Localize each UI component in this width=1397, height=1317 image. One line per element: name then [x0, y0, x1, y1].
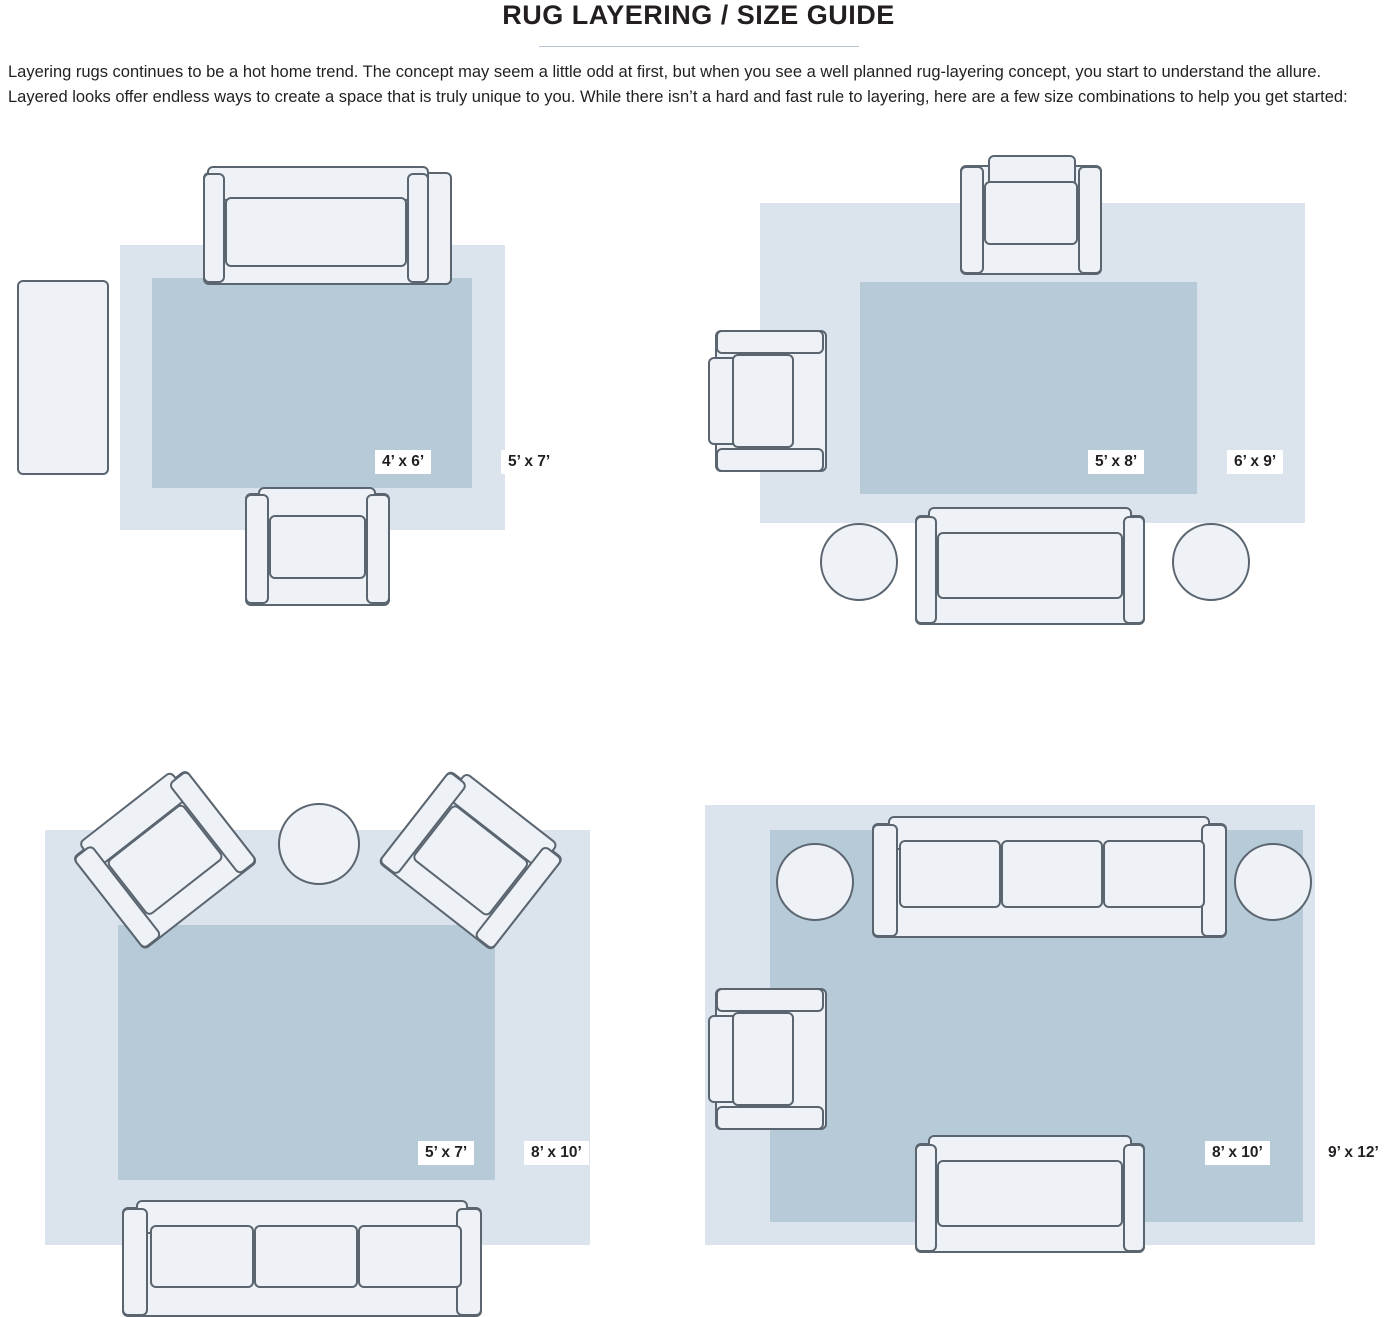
sofa-arm-right	[1123, 516, 1145, 624]
label-inner-8x10: 8’ x 10’	[1205, 1141, 1270, 1165]
armchair-left-arm-bottom	[716, 448, 824, 472]
armchair-top-arm-right	[1078, 166, 1102, 274]
label-outer-9x12: 9’ x 12’	[1321, 1141, 1386, 1165]
sofa-bottom-arm-left	[915, 1144, 937, 1252]
round-side-table-left	[776, 843, 854, 921]
rug-inner-5x8	[860, 282, 1197, 494]
armchair-left-arm-top	[716, 330, 824, 354]
armchair-left-seat	[732, 1012, 794, 1106]
sofa-arm-left	[915, 516, 937, 624]
sofa-top-cushion-2	[1001, 840, 1103, 908]
sofa-cushion-2	[254, 1225, 358, 1288]
sofa-top-arm-left	[872, 824, 898, 937]
sofa-bottom-seat	[937, 1160, 1123, 1227]
diagram-bottom-left	[0, 635, 660, 1183]
sofa-seat	[225, 197, 407, 267]
label-inner-5x7: 5’ x 7’	[418, 1141, 474, 1165]
page-title: RUG LAYERING / SIZE GUIDE	[502, 0, 895, 30]
label-outer-8x10: 8’ x 10’	[524, 1141, 589, 1165]
sofa-arm-right	[407, 173, 429, 283]
label-inner-5x8: 5’ x 8’	[1088, 450, 1144, 474]
label-outer-5x7: 5’ x 7’	[501, 450, 557, 474]
round-table	[278, 803, 360, 885]
armchair-arm-right	[366, 494, 390, 604]
title-divider	[539, 46, 859, 47]
round-side-table-right	[1234, 843, 1312, 921]
diagram-canvas	[0, 135, 1397, 1183]
sofa-top-cushion-3	[1103, 840, 1205, 908]
sofa-arm-left	[122, 1208, 148, 1316]
armchair-left-seat	[732, 354, 794, 448]
sofa-seat	[937, 532, 1123, 599]
armchair-left-arm-top	[716, 988, 824, 1012]
sofa-bottom-arm-right	[1123, 1144, 1145, 1252]
diagram-top-right	[700, 135, 1397, 645]
label-outer-6x9: 6’ x 9’	[1227, 450, 1283, 474]
round-side-table-left	[820, 523, 898, 601]
armchair-left-arm-bottom	[716, 1106, 824, 1130]
sofa-back	[207, 166, 429, 201]
intro-paragraph: Layering rugs continues to be a hot home trend. The concept may seem a little odd at first, but when you see a well planned rug-layering concept, you start to understand the allure. Layered looks offer endless ways to create a space that is truly unique to you. While there isn’t a hard and fast rule to layering, here are a few size combinations to help you get started:	[8, 63, 1348, 106]
diagram-top-left	[0, 135, 640, 625]
label-inner-4x6: 4’ x 6’	[375, 450, 431, 474]
sofa-arm-left	[203, 173, 225, 283]
armchair-arm-left	[245, 494, 269, 604]
sofa-cushion-3	[358, 1225, 462, 1288]
armchair-top-arm-left	[960, 166, 984, 274]
sofa-top-cushion-1	[899, 840, 1001, 908]
armchair-top-seat	[984, 181, 1078, 245]
armchair-seat	[269, 515, 366, 579]
sofa-cushion-1	[150, 1225, 254, 1288]
diagram-bottom-right	[700, 635, 1397, 1183]
side-table	[17, 280, 109, 475]
round-side-table-right	[1172, 523, 1250, 601]
